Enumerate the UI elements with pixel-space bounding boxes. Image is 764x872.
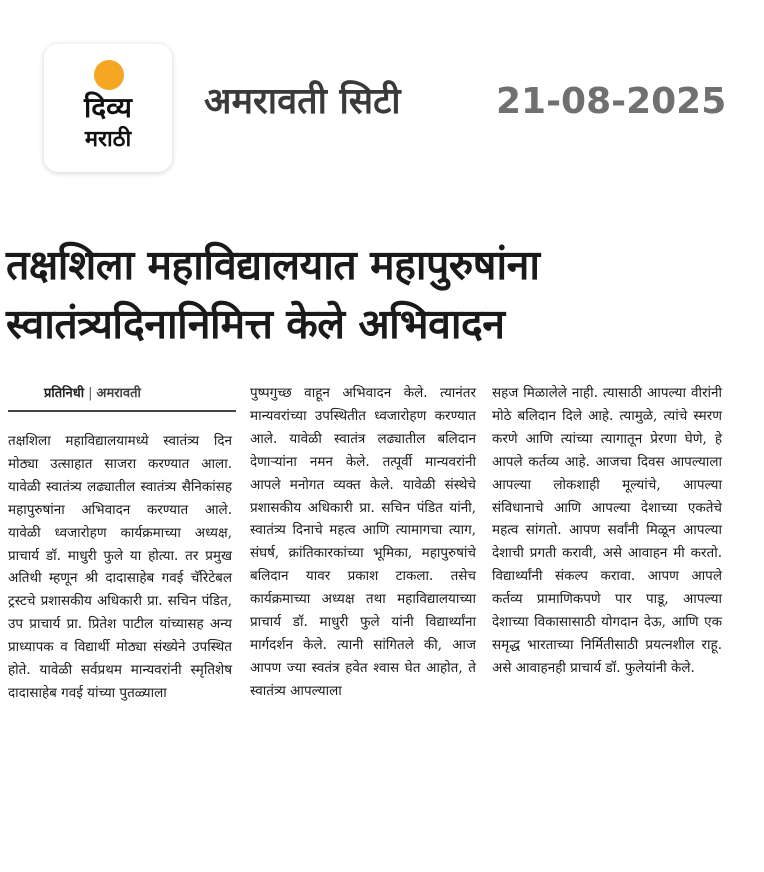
edition-date: 21-08-2025 — [496, 81, 727, 122]
byline-separator: | — [88, 386, 93, 401]
newspaper-clipping — [0, 200, 764, 872]
byline-reporter: प्रतिनिधी — [44, 386, 85, 401]
logo-text-line1: दिव्य — [84, 91, 132, 124]
column-2-text: पुष्पगुच्छ वाहून अभिवादन केले. त्यानंतर मान्यवरांच्या उपस्थितीत ध्वजारोहण करण्यात आले. यावेळी स्वातंत्र लढ्यातील बलिदान देणाऱ्यांना नमन केले. तत्पूर्वी मान्यवरांनी आपले मनोगत व्यक्त केले. यावेळी संस्थेचे प्रशासकीय अधिकारी प्रा. सचिन पंडित यांनी, स्वातंत्र्य दिनाचे महत्व आणि त्यामागचा त्याग, संघर्ष, क्रांतिकारकांच्या भूमिका, महापुरुषांचे बलिदान यावर प्रकाश टाकला. तसेच कार्यक्रमाच्या अध्यक्ष तथा महाविद्यालयाच्या प्राचार्य डॉ. माधुरी फुले यांनी विद्यार्थ्यांना मार्गदर्शन केले. त्यानी सांगितले की, आज आपण ज्या स्वतंत्र हवेत श्वास घेत आहोत, ते स्वातंत्र्य आपल्याला — [250, 385, 476, 699]
column-1-text: तक्षशिला महाविद्यालयामध्ये स्वातंत्र्य दिन मोठ्या उत्साहात साजरा करण्यात आला. यावेळी स्वातंत्र्य लढ्यातील स्वातंत्र्य सैनिकांसह महापुरुषांना अभिवादन करण्यात आले. यावेळी ध्वजारोहण कार्यक्रमाच्या अध्यक्ष, प्राचार्य डॉ. माधुरी फुले या होत्या. तर प्रमुख अतिथी म्हणून श्री दादासाहेब गवई चॅरिटेबल ट्रस्टचे प्रशासकीय अधिकारी प्रा. सचिन पंडित, उप प्राचार्य प्रा. प्रितेश पाटील यांच्यासह अन्य प्राध्यापक व विद्यार्थी मोठ्या संख्येने उपस्थित होते. यावेळी सर्वप्रथम मान्यवरांनी स्मृतिशेष दादासाहेब गवई यांच्या पुतळ्याला — [8, 433, 232, 701]
article-column-2 — [250, 382, 476, 703]
logo-text-line2: मराठी — [84, 126, 132, 152]
edition-city: अमरावती सिटी — [204, 81, 401, 122]
headline-line-2: स्वातंत्र्यदिनानिमित्त केले अभिवादन — [6, 300, 505, 348]
column-3-text: सहज मिळालेले नाही. त्यासाठी आपल्या वीरांनी मोठे बलिदान दिले आहे. त्यामुळे, त्यांचे स्मरण करणे आणि त्यांच्या त्यागातून प्रेरणा घेणे, हे आपले कर्तव्य आहे. आजचा दिवस आपल्याला आपल्या लोकशाही मूल्यांचे, आपल्या संविधानाचे आणि आपल्या देशाच्या एकतेचे महत्व सांगतो. आपण सर्वांनी मिळून आपल्या देशाची प्रगती करावी, असे आवाहन मी करतो. विद्यार्थ्यांनी संकल्प करावा. आपण आपले कर्तव्य प्रामाणिकपणे पार पाडू, आपल्या देशाच्या विकासासाठी योगदान देऊ, आणि एक समृद्ध भारताच्या निर्मितीसाठी प्रयत्नशील राहू. असे आवाहनही प्राचार्य डॉ. फुलेयांनी केले. — [492, 385, 722, 676]
logo-sun-dot-icon — [94, 60, 124, 90]
article-byline — [44, 382, 141, 406]
article-column-3 — [492, 382, 722, 680]
clipping-header — [0, 0, 764, 200]
byline-place: अमरावती — [96, 386, 141, 401]
article-column-1 — [8, 430, 232, 705]
divya-marathi-logo — [44, 44, 172, 172]
article-headline — [6, 236, 758, 354]
headline-line-1: तक्षशिला महाविद्यालयात महापुरुषांना — [6, 241, 540, 289]
byline-divider — [8, 410, 236, 412]
